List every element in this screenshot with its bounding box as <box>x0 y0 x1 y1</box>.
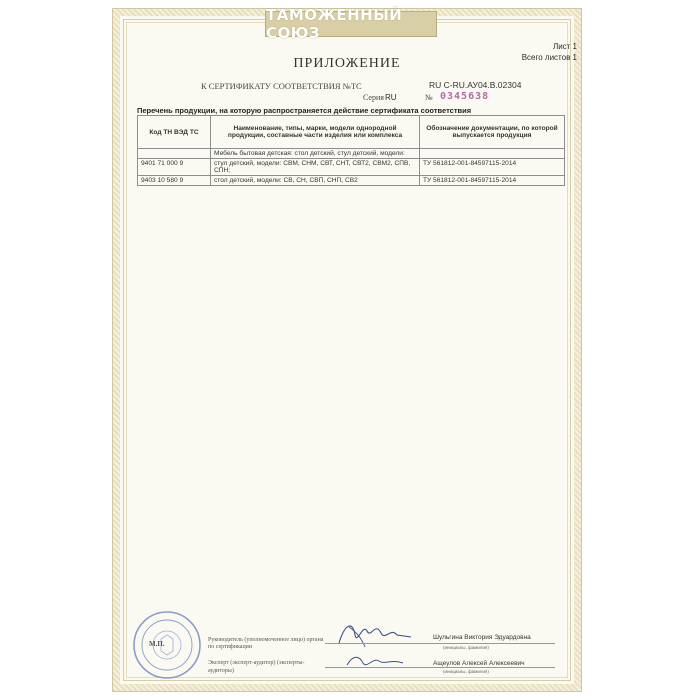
sheet-number: Лист 1 <box>552 42 577 51</box>
document-title: ПРИЛОЖЕНИЕ <box>293 56 401 71</box>
table-row <box>138 176 565 186</box>
expert-name: Ащеулов Алексей Алексеевич <box>433 660 525 667</box>
cell-code: 9403 10 580 9 <box>138 176 211 186</box>
cell-doc <box>420 149 565 159</box>
certificate-number: RU C-RU.АУ04.В.02304 <box>429 80 522 90</box>
certificate-label: К СЕРТИФИКАТУ СООТВЕТСТВИЯ №ТС <box>201 81 362 91</box>
certification-stamp-icon <box>131 609 203 681</box>
head-label: Руководитель (уполномоченное лицо) органа по сертификации <box>208 637 324 650</box>
banner-text: ТАМОЖЕННЫЙ СОЮЗ <box>266 6 403 42</box>
signature-line-expert <box>325 667 555 668</box>
column-header-code: Код ТН ВЭД ТС <box>138 116 211 149</box>
cell-name: стол детский, модели: СВ, СН, СВП, СНП, СВ2 <box>211 176 420 186</box>
series-code: RU <box>385 93 397 102</box>
sheets-total: Всего листов 1 <box>521 53 577 62</box>
certificate-sheet <box>112 8 582 692</box>
head-caption: (инициалы, фамилия) <box>443 645 489 650</box>
table-row <box>138 149 565 159</box>
signature-head-icon <box>335 613 415 653</box>
series-label: Серия <box>363 93 384 102</box>
product-table <box>137 115 565 186</box>
table-row <box>138 159 565 176</box>
table-header-row <box>138 116 565 149</box>
head-name: Шульгина Виктория Эдуардовна <box>433 634 531 641</box>
signature-expert-icon <box>345 649 405 673</box>
cell-name: стул детский, модели: СВМ, СНМ, СВТ, СНТ, СВТ2, СВМ2, СПВ, СПН; <box>211 159 420 176</box>
cell-doc: ТУ 561812-001-84597115-2014 <box>420 159 565 176</box>
cell-doc: ТУ 561812-001-84597115-2014 <box>420 176 565 186</box>
signature-line-head <box>325 643 555 644</box>
expert-caption: (инициалы, фамилия) <box>443 669 489 674</box>
cell-code: 9401 71 000 9 <box>138 159 211 176</box>
expert-label: Эксперт (эксперт-аудитор) (эксперты-аудиторы) <box>208 660 305 674</box>
cell-name: Мебель бытовая детская: стол детский, стул детский, модели: <box>211 149 420 159</box>
stamp-place-label: М.П. <box>149 640 165 648</box>
product-list-heading: Перечень продукции, на которую распространяется действие сертификата соответствия <box>137 106 472 115</box>
serial-number: 0345638 <box>440 91 490 102</box>
number-label: № <box>425 93 433 102</box>
column-header-name: Наименование, типы, марки, модели однородной продукции, составные части изделия или комплекса <box>211 116 420 149</box>
column-header-doc: Обозначение документации, по которой выпускается продукция <box>420 116 565 149</box>
cell-code <box>138 149 211 159</box>
customs-union-banner <box>265 6 437 42</box>
